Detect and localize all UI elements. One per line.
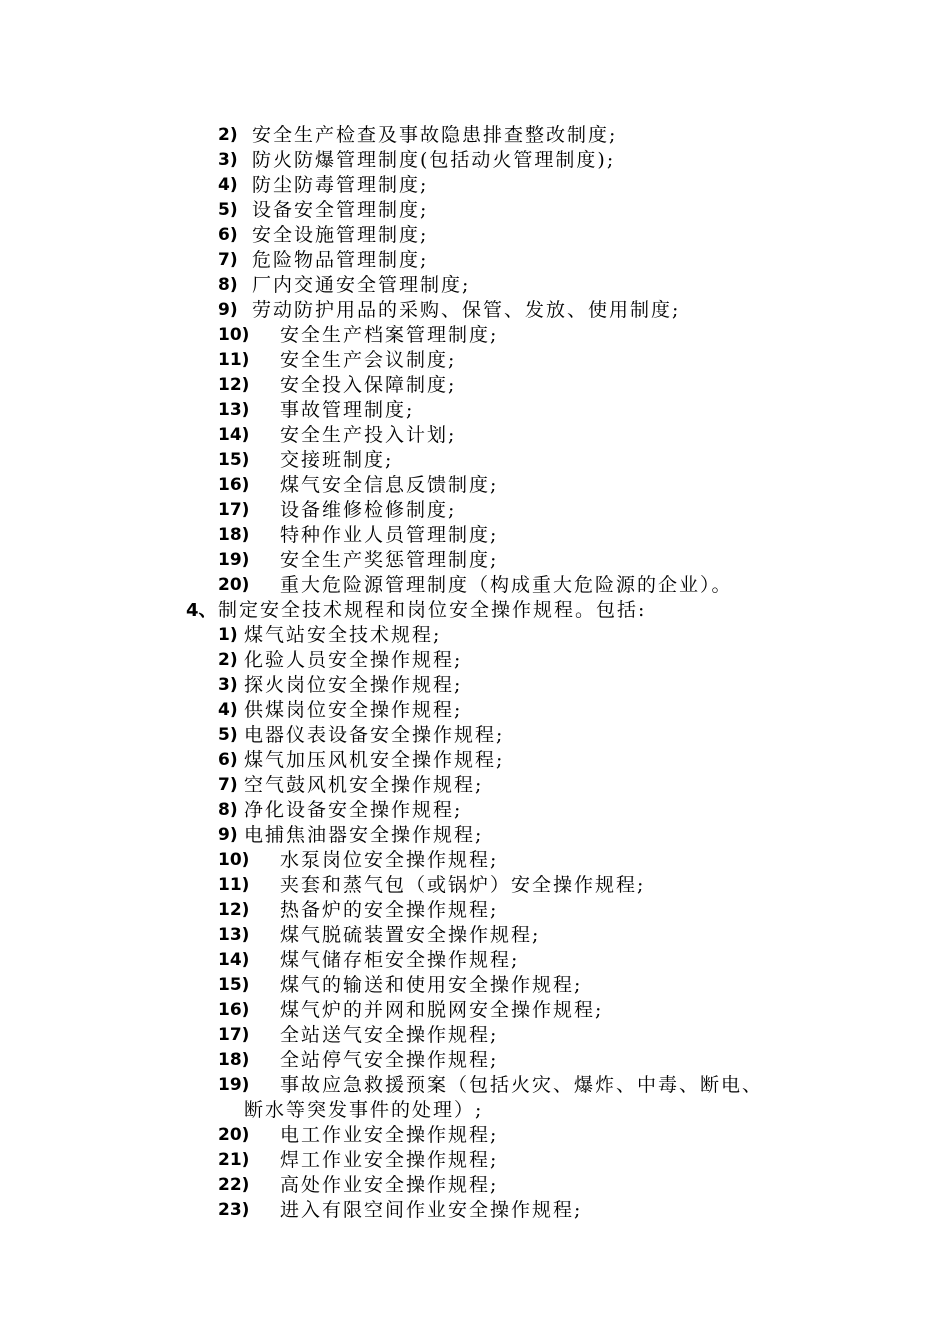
item-number: 11) [218, 350, 250, 370]
list-item [0, 548, 950, 573]
item-number: 5) [218, 200, 238, 220]
item-number: 16) [218, 475, 250, 495]
list-item [0, 1123, 950, 1148]
item-number: 13) [218, 925, 250, 945]
item-text: 煤气的输送和使用安全操作规程; [280, 974, 583, 996]
section-title: 制定安全技术规程和岗位安全操作规程。包括: [218, 599, 647, 621]
item-number: 12) [218, 375, 250, 395]
item-text: 安全生产投入计划; [280, 424, 457, 446]
item-number: 7) [218, 775, 238, 795]
list-item-continuation [0, 1098, 950, 1123]
list-item [0, 148, 950, 173]
item-number: 18) [218, 1050, 250, 1070]
item-number: 14) [218, 950, 250, 970]
item-text: 夹套和蒸气包（或锅炉）安全操作规程; [280, 874, 646, 896]
list-item [0, 723, 950, 748]
item-text: 断水等突发事件的处理）; [244, 1099, 484, 1121]
item-text: 事故应急救援预案（包括火灾、爆炸、中毒、断电、 [280, 1074, 764, 1096]
list-item [0, 1198, 950, 1223]
list-item [0, 348, 950, 373]
item-number: 6) [218, 225, 238, 245]
list-item [0, 298, 950, 323]
list-item [0, 223, 950, 248]
item-number: 12) [218, 900, 250, 920]
list-item [0, 123, 950, 148]
item-text: 交接班制度; [280, 449, 394, 471]
item-text: 煤气安全信息反馈制度; [280, 474, 499, 496]
item-number: 9) [218, 825, 238, 845]
item-number: 8) [218, 275, 238, 295]
item-text: 探火岗位安全操作规程; [244, 674, 463, 696]
item-number: 22) [218, 1175, 250, 1195]
item-number: 15) [218, 450, 250, 470]
list-item [0, 1148, 950, 1173]
item-text: 水泵岗位安全操作规程; [280, 849, 499, 871]
item-text: 焊工作业安全操作规程; [280, 1149, 499, 1171]
item-number: 2) [218, 650, 238, 670]
item-number: 6) [218, 750, 238, 770]
list-item [0, 573, 950, 598]
list-item [0, 748, 950, 773]
item-number: 17) [218, 500, 250, 520]
list-item [0, 798, 950, 823]
list-item [0, 648, 950, 673]
list-item [0, 623, 950, 648]
item-text: 电器仪表设备安全操作规程; [244, 724, 505, 746]
list-item [0, 673, 950, 698]
item-text: 煤气站安全技术规程; [244, 624, 442, 646]
item-number: 19) [218, 1075, 250, 1095]
list-item [0, 173, 950, 198]
item-number: 13) [218, 400, 250, 420]
item-text: 安全生产奖惩管理制度; [280, 549, 499, 571]
item-text: 空气鼓风机安全操作规程; [244, 774, 484, 796]
item-number: 19) [218, 550, 250, 570]
item-text: 设备安全管理制度; [252, 199, 429, 221]
item-text: 防火防爆管理制度(包括动火管理制度); [252, 149, 616, 171]
list-item [0, 1023, 950, 1048]
item-text: 安全生产档案管理制度; [280, 324, 499, 346]
item-text: 煤气炉的并网和脱网安全操作规程; [280, 999, 604, 1021]
list-item [0, 948, 950, 973]
section-number: 4、 [186, 600, 217, 621]
list-item [0, 373, 950, 398]
document-page [0, 123, 950, 1223]
item-text: 高处作业安全操作规程; [280, 1174, 499, 1196]
item-number: 23) [218, 1200, 250, 1220]
item-number: 3) [218, 150, 238, 170]
list-item [0, 773, 950, 798]
item-text: 供煤岗位安全操作规程; [244, 699, 463, 721]
list-item [0, 823, 950, 848]
item-text: 安全设施管理制度; [252, 224, 429, 246]
item-text: 重大危险源管理制度（构成重大危险源的企业）。 [280, 574, 733, 596]
item-number: 11) [218, 875, 250, 895]
item-text: 热备炉的安全操作规程; [280, 899, 499, 921]
list-item [0, 523, 950, 548]
item-text: 防尘防毒管理制度; [252, 174, 429, 196]
list-item [0, 848, 950, 873]
item-number: 18) [218, 525, 250, 545]
item-number: 8) [218, 800, 238, 820]
list-item [0, 198, 950, 223]
item-number: 5) [218, 725, 238, 745]
item-number: 4) [218, 700, 238, 720]
item-number: 15) [218, 975, 250, 995]
list-item [0, 1048, 950, 1073]
item-number: 10) [218, 325, 250, 345]
item-text: 净化设备安全操作规程; [244, 799, 463, 821]
item-text: 厂内交通安全管理制度; [252, 274, 471, 296]
list-item [0, 973, 950, 998]
item-number: 7) [218, 250, 238, 270]
item-text: 电工作业安全操作规程; [280, 1124, 499, 1146]
item-text: 事故管理制度; [280, 399, 415, 421]
list-item [0, 398, 950, 423]
item-text: 设备维修检修制度; [280, 499, 457, 521]
list-item [0, 923, 950, 948]
list-item [0, 898, 950, 923]
list-item [0, 998, 950, 1023]
item-text: 全站送气安全操作规程; [280, 1024, 499, 1046]
item-text: 化验人员安全操作规程; [244, 649, 463, 671]
item-number: 17) [218, 1025, 250, 1045]
item-number: 10) [218, 850, 250, 870]
item-number: 21) [218, 1150, 250, 1170]
item-text: 全站停气安全操作规程; [280, 1049, 499, 1071]
item-text: 进入有限空间作业安全操作规程; [280, 1199, 583, 1221]
item-text: 安全生产会议制度; [280, 349, 457, 371]
item-text: 劳动防护用品的采购、保管、发放、使用制度; [252, 299, 681, 321]
item-text: 特种作业人员管理制度; [280, 524, 499, 546]
item-number: 1) [218, 625, 238, 645]
list-item [0, 323, 950, 348]
list-item [0, 873, 950, 898]
list-item [0, 248, 950, 273]
item-text: 安全生产检查及事故隐患排查整改制度; [252, 124, 618, 146]
item-number: 3) [218, 675, 238, 695]
item-number: 20) [218, 1125, 250, 1145]
item-text: 危险物品管理制度; [252, 249, 429, 271]
list-item [0, 498, 950, 523]
list-item [0, 423, 950, 448]
item-text: 煤气储存柜安全操作规程; [280, 949, 520, 971]
list-item [0, 448, 950, 473]
list-item [0, 1173, 950, 1198]
list-item [0, 273, 950, 298]
item-text: 煤气加压风机安全操作规程; [244, 749, 505, 771]
list-item [0, 473, 950, 498]
item-number: 20) [218, 575, 250, 595]
item-number: 9) [218, 300, 238, 320]
item-number: 2) [218, 125, 238, 145]
list-item [0, 698, 950, 723]
item-number: 14) [218, 425, 250, 445]
item-number: 4) [218, 175, 238, 195]
item-number: 16) [218, 1000, 250, 1020]
item-text: 煤气脱硫装置安全操作规程; [280, 924, 541, 946]
list-item [0, 1073, 950, 1098]
section-heading [0, 598, 950, 623]
item-text: 电捕焦油器安全操作规程; [244, 824, 484, 846]
item-text: 安全投入保障制度; [280, 374, 457, 396]
